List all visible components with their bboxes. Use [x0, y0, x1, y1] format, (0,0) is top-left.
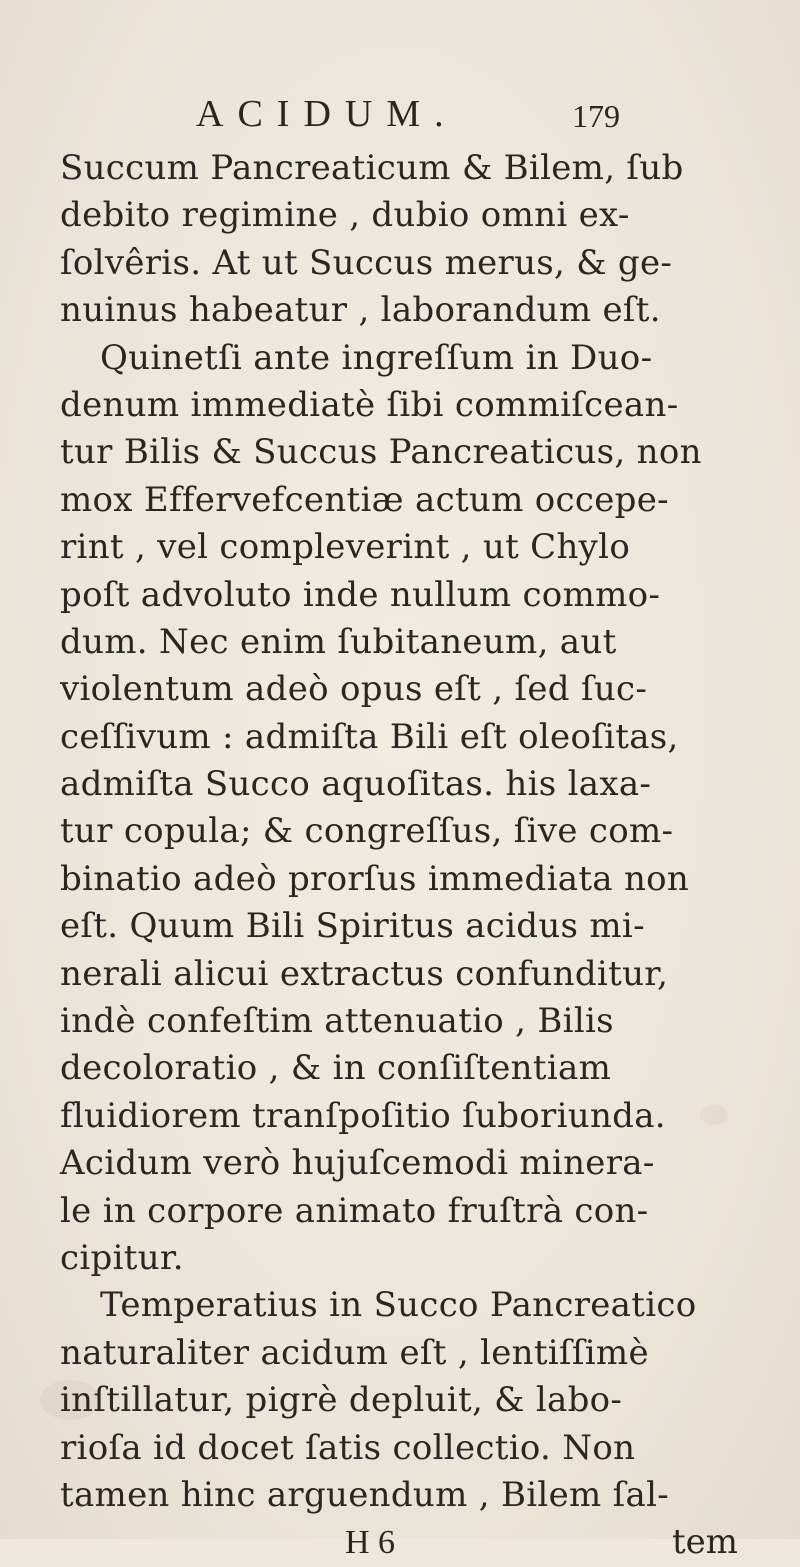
- text-line: debito regimine , dubio omni ex-: [60, 195, 630, 236]
- text-line: denum immediatè ſibi commiſcean-: [60, 384, 679, 425]
- body-text: [60, 145, 790, 1567]
- text-line: inſtillatur, pigrè depluit, & labo-: [60, 1380, 623, 1421]
- text-line: nerali alicui extractus confunditur,: [60, 953, 669, 994]
- text-line: poſt advoluto inde nullum commo-: [60, 574, 661, 615]
- running-head: [0, 90, 800, 140]
- text-line: rioſa id docet ſatis collectio. Non: [60, 1427, 636, 1468]
- text-line: naturaliter acidum eſt , lentiſſimè: [60, 1332, 649, 1373]
- text-line: indè confeſtim attenuatio , Bilis: [60, 1001, 614, 1042]
- text-line: tur copula; & congreſſus, ſive com-: [60, 811, 674, 852]
- page-title: ACIDUM.: [196, 93, 458, 135]
- text-line: admiſta Succo aquoſitas. his laxa-: [60, 764, 652, 805]
- text-line: Quinetſi ante ingreſſum in Duo-: [100, 337, 653, 378]
- text-line: tur Bilis & Succus Pancreaticus, non: [60, 432, 702, 473]
- text-line: cipitur.: [60, 1237, 184, 1278]
- signature-mark: H 6: [345, 1524, 396, 1562]
- text-line: fluidiorem tranſpoſitio ſuboriunda.: [60, 1095, 666, 1136]
- text-line: Temperatius in Succo Pancreatico: [100, 1285, 697, 1326]
- text-line: rint , vel compleverint , ut Chylo: [60, 527, 631, 568]
- page-number: 179: [572, 98, 620, 134]
- text-line: violentum adeò opus eſt , ſed ſuc-: [60, 669, 648, 710]
- text-line: nuinus habeatur , laborandum eſt.: [60, 290, 661, 331]
- text-line: decoloratio , & in conſiſtentiam: [60, 1048, 612, 1089]
- text-line: Acidum verò hujuſcemodi minera-: [60, 1143, 655, 1184]
- text-line: binatio adeò prorſus immediata non: [60, 858, 690, 899]
- text-line: dum. Nec enim ſubitaneum, aut: [60, 621, 617, 662]
- text-line: ceſſivum : admiſta Bili eſt oleoſitas,: [60, 716, 679, 757]
- text-line: le in corpore animato fruſtrà con-: [60, 1190, 649, 1231]
- text-line: tamen hinc arguendum , Bilem ſal-: [60, 1474, 670, 1515]
- text-line: ſolvêris. At ut Succus merus, & ge-: [60, 242, 673, 283]
- footer-line: [60, 1519, 790, 1566]
- text-line: Succum Pancreaticum & Bilem, ſub: [60, 148, 684, 188]
- text-line: mox Effervefcentiæ actum occepe-: [60, 479, 669, 520]
- text-line: eſt. Quum Bili Spiritus acidus mi-: [60, 906, 645, 947]
- catchword: tem: [672, 1522, 739, 1563]
